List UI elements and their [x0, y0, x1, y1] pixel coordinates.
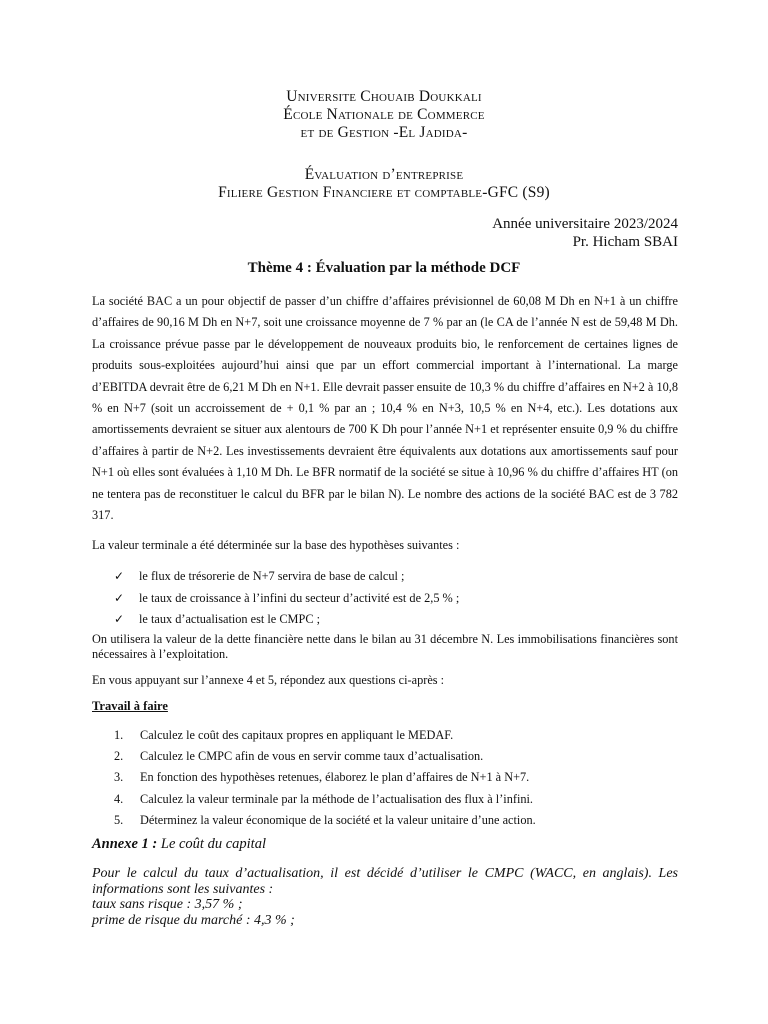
hypothesis-text: le taux de croissance à l’infini du secteur d’activité est de 2,5 % ;: [139, 590, 460, 605]
hypothesis-text: le taux d’actualisation est le CMPC ;: [139, 612, 321, 627]
task-text: Calculez le coût des capitaux propres en appliquant le MEDAF.: [140, 728, 454, 743]
task-number: 2.: [114, 749, 124, 764]
list-item: [114, 746, 536, 767]
check-mark-icon: ✓: [114, 569, 125, 584]
check-mark-icon: ✓: [114, 612, 125, 627]
theme-title: Thème 4 : Évaluation par la méthode DCF: [247, 260, 521, 276]
list-item: [114, 810, 536, 831]
task-text: Calculez la valeur terminale par la méthode de l’actualisation des flux à l’infini.: [140, 791, 534, 806]
intro-paragraph: La société BAC a un pour objectif de passer d’un chiffre d’affaires prévisionnel de 60,08 M Dh en N+1 à un chiffre d’affaires de 90,16 M Dh en N+7, soit une croissance moyenne de 7 % par an (le CA de l’année N est de 59,48 M Dh. La croissance prévue passe par le développement de nouveaux produits bio, le renforcement de certaines lignes de produits sous-exploitées aujourd’hui ainsi que par un effort commercial important à l’international. La marge d’EBITDA devrait être de 6,21 M Dh en N+1. Elle devrait passer ensuite de 10,3 % du chiffre d’affaires en N+2 à 10,8 % en N+7 (soit un accroissement de + 0,1 % par an ; 10,4 % en N+3, 10,5 % en N+4, etc.). Les dotations aux amortissements devraient se situer aux alentours de 700 K Dh pour l’année N+1 et représenter ensuite 0,9 % du chiffre d’affaires à partir de N+2. Les investissements devraient être équivalents aux dotations aux amortissements sauf pour N+1 où elles sont évaluées à 1,10 M Dh. Le BFR normatif de la société se situe à 10,96 % du chiffre d’affaires HT (on ne tentera pas de reconstituer le calcul du BFR par le bilan N). Le nombre des actions de la société BAC est de 3 782 317.: [92, 294, 678, 523]
list-item: [114, 566, 459, 588]
task-list: [114, 725, 536, 831]
annex-heading: Le coût du capital: [157, 836, 266, 852]
list-item: [114, 789, 536, 810]
document-meta: [492, 215, 678, 251]
academic-year: Année universitaire 2023/2024: [492, 216, 678, 232]
school-location: et de Gestion -El Jadida-: [300, 124, 468, 141]
task-text: Calculez le CMPC afin de vous en servir comme taux d’actualisation.: [140, 749, 484, 764]
task-text: Déterminez la valeur économique de la société et la valeur unitaire d’une action.: [140, 812, 536, 827]
task-number: 1.: [114, 728, 124, 743]
document-header: [0, 88, 768, 202]
list-item: [114, 767, 536, 788]
hypotheses-list: [114, 566, 459, 631]
professor-name: Pr. Hicham SBAI: [572, 234, 678, 250]
risk-free-rate: taux sans risque : 3,57 % ;: [92, 897, 243, 913]
school-name: École Nationale de Commerce: [283, 106, 485, 123]
list-item: [114, 725, 536, 746]
net-debt-paragraph: On utilisera la valeur de la dette financière nette dans le bilan au 31 décembre N. Les immobilisations financières sont nécessaires à l’exploitation.: [92, 632, 678, 661]
task-heading: Travail à faire: [92, 699, 168, 713]
annex-title: [92, 836, 266, 853]
annex-body: [92, 866, 678, 928]
university-name: Universite Chouaib Doukkali: [286, 88, 482, 105]
list-item: [114, 609, 459, 631]
program-name: Filiere Gestion Financiere et comptable-GFC (S9): [218, 184, 550, 201]
annex-label: Annexe 1 :: [92, 836, 158, 852]
task-text: En fonction des hypothèses retenues, élaborez le plan d’affaires de N+1 à N+7.: [140, 770, 530, 785]
task-number: 4.: [114, 791, 124, 806]
annex-intro: Pour le calcul du taux d’actualisation, il est décidé d’utiliser le CMPC (WACC, en anglais). Les informations sont les suivantes :: [92, 866, 678, 897]
list-item: [114, 588, 459, 610]
instructions-paragraph: En vous appuyant sur l’annexe 4 et 5, répondez aux questions ci-après :: [92, 673, 445, 687]
market-risk-premium: prime de risque du marché : 4,3 % ;: [92, 912, 295, 928]
terminal-value-paragraph: La valeur terminale a été déterminée sur la base des hypothèses suivantes :: [92, 538, 460, 552]
check-mark-icon: ✓: [114, 590, 125, 605]
hypothesis-text: le flux de trésorerie de N+7 servira de base de calcul ;: [139, 569, 405, 584]
course-title: Évaluation d’entreprise: [304, 166, 464, 183]
task-number: 3.: [114, 770, 124, 785]
task-number: 5.: [114, 812, 124, 827]
